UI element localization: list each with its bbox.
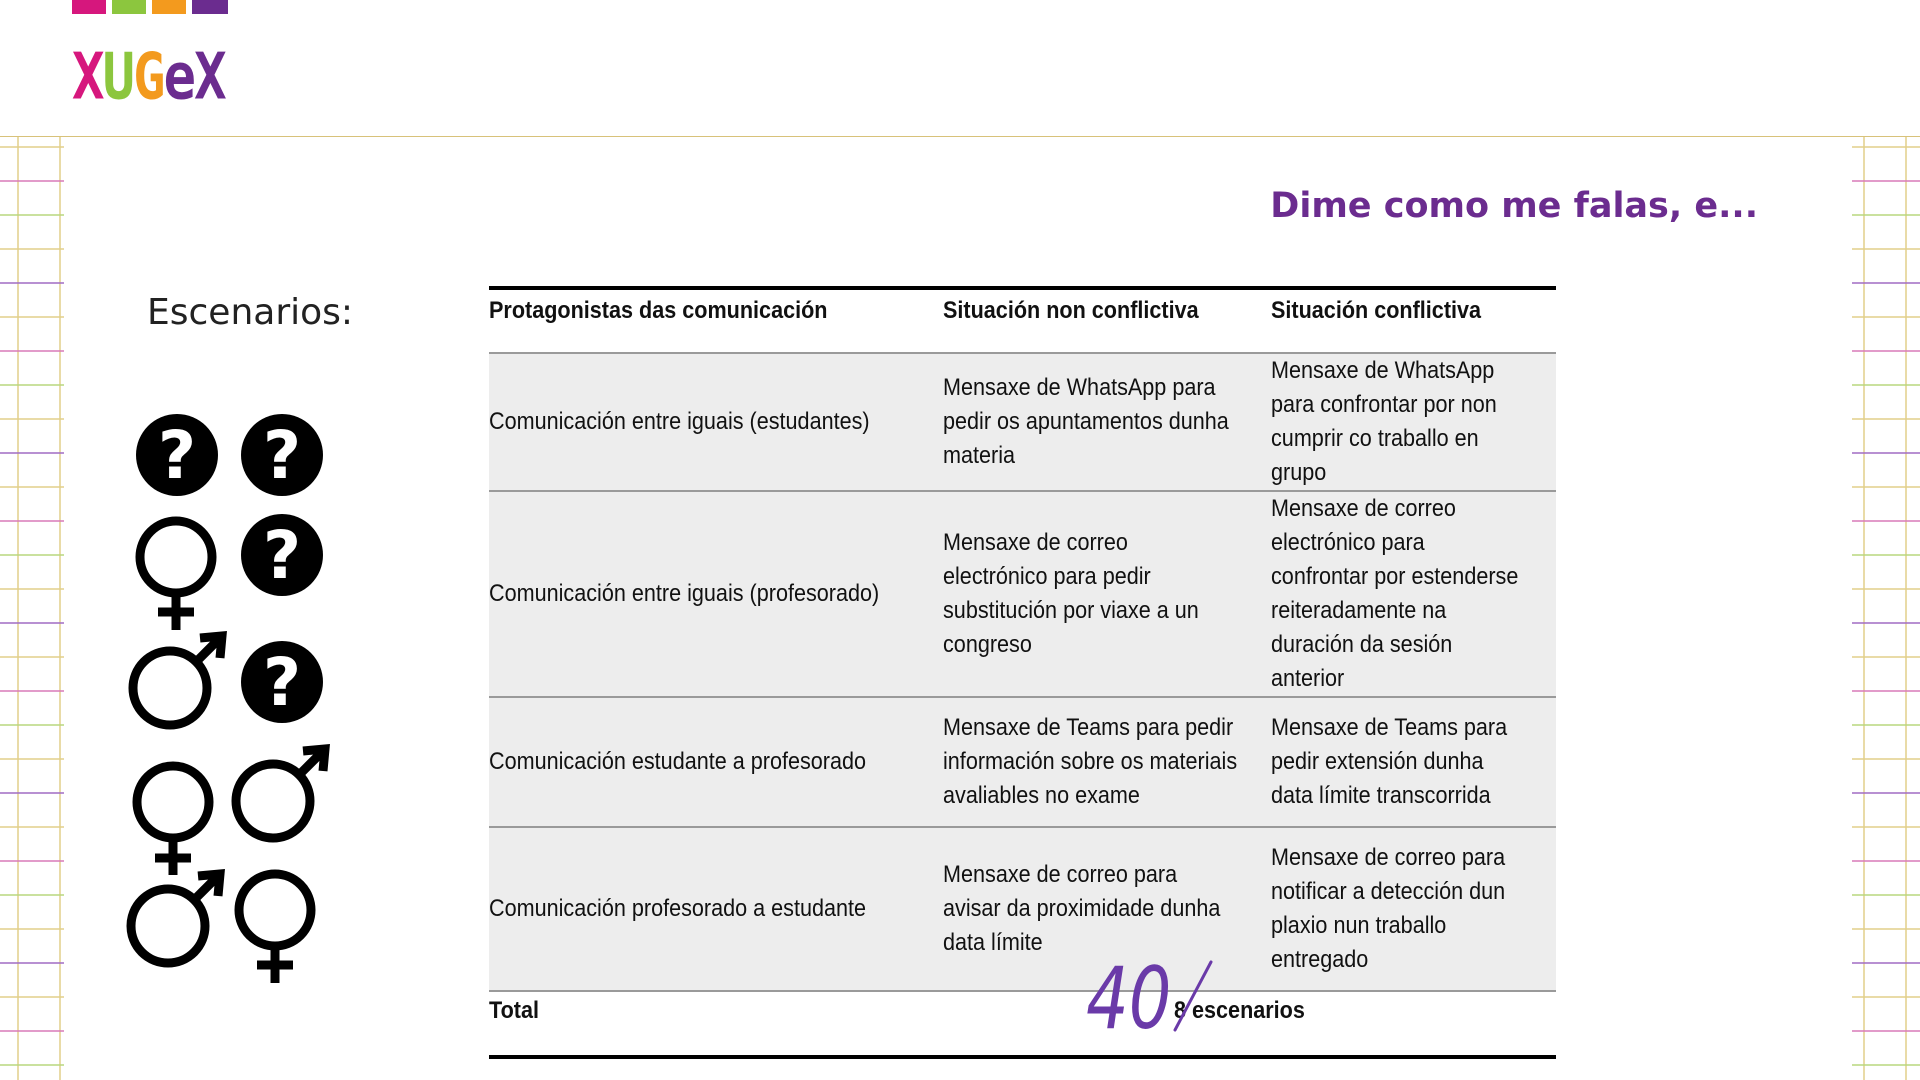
female-icon — [239, 874, 311, 983]
cell-protagonists: Comunicación entre iguais (estudantes) — [489, 408, 870, 435]
logo-letter: e — [163, 39, 195, 114]
header-conflict: Situación conflictiva — [1271, 288, 1556, 353]
logo-bar-1 — [72, 0, 106, 14]
cell-non-conflict: Mensaxe de Teams para pedir información sobre os materiais avaliables no exame — [943, 714, 1238, 809]
male-icon — [133, 636, 222, 725]
scenarios-table — [489, 286, 1556, 1059]
cell-conflict: Mensaxe de Teams para pedir extensión dunha data límite transcorrida — [1271, 714, 1508, 809]
male-icon — [236, 749, 325, 838]
cell-protagonists: Comunicación entre iguais (profesorado) — [489, 580, 880, 607]
svg-text:?: ? — [262, 517, 302, 594]
female-icon — [140, 521, 212, 630]
cell-conflict: Mensaxe de correo electrónico para confrontar por estenderse reiteradamente na duración da sesión anterior — [1271, 495, 1519, 692]
scenario-symbols — [110, 400, 350, 1000]
slide-title: Dime como me falas, e... — [1270, 186, 1758, 226]
logo-letter: G — [133, 39, 164, 114]
logo-bar-3 — [152, 0, 186, 14]
scenarios-label: Escenarios: — [147, 292, 354, 333]
logo-letter: X — [194, 39, 225, 114]
left-grid-decoration — [0, 137, 64, 1080]
header-protagonists: Protagonistas das comunicación — [489, 288, 943, 353]
cell-non-conflict: Mensaxe de correo para avisar da proximidade dunha data límite — [943, 861, 1221, 956]
svg-text:?: ? — [262, 417, 302, 494]
question-icon — [241, 414, 323, 496]
table-row — [489, 353, 1556, 491]
right-grid-decoration — [1852, 137, 1920, 1080]
cell-protagonists: Comunicación estudante a profesorado — [489, 748, 867, 775]
female-icon — [137, 766, 209, 875]
xugex-logo — [72, 39, 225, 114]
total-value: 8 escenarios — [1174, 997, 1305, 1024]
header-non-conflict: Situación non conflictiva — [943, 288, 1271, 353]
handwritten-correction — [1083, 944, 1213, 1034]
question-icon — [136, 414, 218, 496]
table-total-row — [489, 991, 1556, 1057]
table-header-row — [489, 288, 1556, 353]
cell-conflict: Mensaxe de correo para notificar a detección dun plaxio nun traballo entregado — [1271, 844, 1506, 973]
svg-text:?: ? — [262, 644, 302, 721]
table-row — [489, 491, 1556, 697]
logo-letter: U — [102, 39, 134, 114]
table-row — [489, 827, 1556, 991]
male-icon — [131, 874, 220, 963]
logo-color-bars — [72, 0, 228, 14]
logo-bar-4 — [192, 0, 228, 14]
cell-non-conflict: Mensaxe de WhatsApp para pedir os apuntamentos dunha materia — [943, 374, 1229, 469]
handwritten-number: 40 — [1086, 948, 1172, 1034]
header-divider — [0, 136, 1920, 137]
svg-text:?: ? — [157, 417, 197, 494]
total-label: Total — [489, 997, 539, 1024]
cell-conflict: Mensaxe de WhatsApp para confrontar por non cumprir co traballo en grupo — [1271, 357, 1497, 486]
table-row — [489, 697, 1556, 827]
logo-letter: X — [72, 39, 103, 114]
cell-non-conflict: Mensaxe de correo electrónico para pedir substitución por viaxe a un congreso — [943, 529, 1199, 658]
question-icon — [241, 514, 323, 596]
question-icon — [241, 641, 323, 723]
logo-bar-2 — [112, 0, 146, 14]
handwritten-strike — [1175, 962, 1211, 1030]
cell-protagonists: Comunicación profesorado a estudante — [489, 895, 867, 922]
